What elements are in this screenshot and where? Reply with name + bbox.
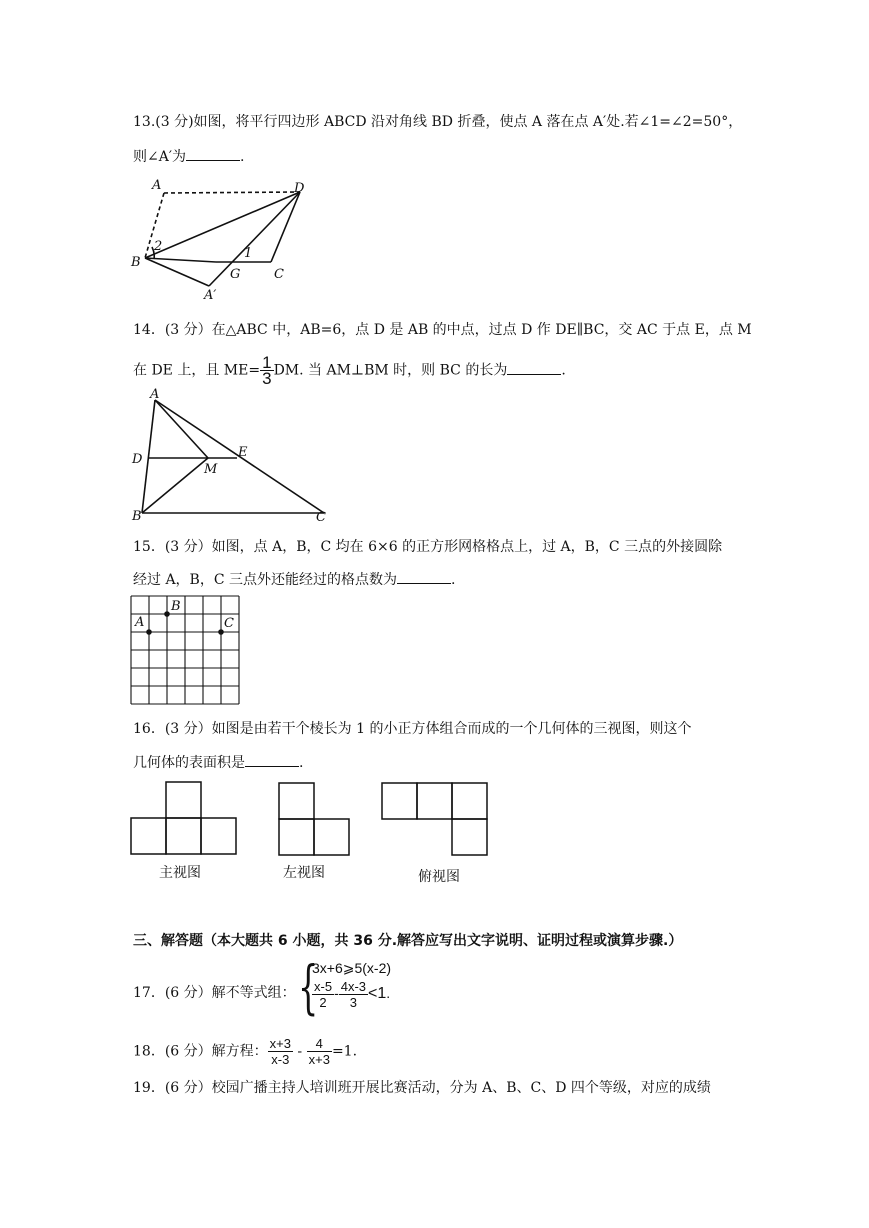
- fraction-4-over-x+3: $\frac{4}{x+3}$: [308, 1036, 330, 1067]
- point-C: [218, 629, 224, 635]
- label-B: B: [131, 255, 141, 270]
- answer-blank: [245, 752, 299, 767]
- q15-line1: 15．(3 分）如图，点 A，B，C 均在 6×6 的正方形网格格点上，过 A，B，C 三点的外接圆除: [133, 539, 723, 555]
- label-angle2: 2: [154, 239, 163, 254]
- q13-line2: 则∠A′为 .: [133, 146, 244, 167]
- fraction-x+3-over-x-3: $\frac{x+3}{x-3}$: [269, 1036, 291, 1067]
- inequality-system: [302, 960, 391, 1010]
- label-G: G: [230, 267, 241, 282]
- q17-prefix: 17．(6 分）解不等式组：: [133, 985, 296, 1001]
- caption-front-view: 主视图: [159, 865, 201, 881]
- label-D: D: [294, 181, 305, 196]
- caption-top-view: 俯视图: [418, 869, 460, 885]
- q16-line2: 几何体的表面积是 .: [133, 752, 303, 773]
- fraction-x-5-over-2: $\frac{x-5}{2}$: [314, 979, 333, 1010]
- label-B: B: [132, 509, 142, 524]
- label-C: C: [224, 616, 234, 631]
- answer-blank: [186, 146, 240, 161]
- label-A: A: [135, 615, 145, 630]
- q19-line1: 19．(6 分）校园广播主持人培训班开展比赛活动，分为 A、B、C、D 四个等级，对应的成绩: [133, 1080, 711, 1096]
- label-A: A: [150, 387, 160, 402]
- answer-blank: [507, 360, 561, 375]
- q14-line2: 在 DE 上，且 ME= $\frac{1}{3}$ DM. 当 AM⊥BM 时，则 BC 的长为 .: [133, 353, 566, 388]
- q16-three-views: [128, 780, 498, 890]
- label-C: C: [316, 510, 326, 525]
- label-A: A: [152, 178, 162, 193]
- caption-left-view: 左视图: [283, 865, 325, 881]
- label-D: D: [132, 452, 143, 467]
- q16-line1: 16．(3 分）如图是由若干个棱长为 1 的小正方体组合而成的一个几何体的三视图，则这个: [133, 721, 692, 737]
- section-3-heading: 三、解答题（本大题共 6 小题，共 36 分.解答应写出文字说明、证明过程或演算步骤.）: [133, 933, 683, 949]
- answer-blank: [397, 569, 451, 584]
- q18-line: 18．(6 分）解方程： $\frac{x+3}{x-3}$ - $\frac{4}{x+3}$ =1.: [133, 1036, 358, 1067]
- fraction-one-third: $\frac{1}{3}$: [262, 353, 272, 388]
- inequality-2: $\frac{x-5}{2}$ - $\frac{4x-3}{3}$ <1.: [314, 979, 391, 1010]
- label-B: B: [171, 599, 181, 614]
- q13-figure: [128, 175, 328, 305]
- q13-line1: 13.(3 分)如图，将平行四边形 ABCD 沿对角线 BD 折叠，使点 A 落在点 A′处.若∠1=∠2=50°，: [133, 114, 743, 130]
- point-B: [164, 611, 170, 617]
- q15-line2: 经过 A，B，C 三点外还能经过的格点数为 .: [133, 569, 455, 590]
- label-E: E: [238, 445, 248, 460]
- q14-figure: [128, 388, 338, 528]
- fraction-4x-3-over-3: $\frac{4x-3}{3}$: [340, 979, 367, 1010]
- label-M: M: [204, 462, 218, 477]
- inequality-1: 3x+6⩾5(x-2): [312, 960, 392, 976]
- label-C: C: [274, 267, 284, 282]
- label-angle1: 1: [244, 246, 253, 261]
- q14-line1: 14．(3 分）在△ABC 中，AB=6，点 D 是 AB 的中点，过点 D 作 DE∥BC，交 AC 于点 E，点 M: [133, 322, 752, 338]
- q15-grid-figure: [131, 596, 243, 708]
- system-brace: {: [298, 953, 319, 1021]
- label-A-prime: A′: [204, 288, 217, 303]
- point-A: [146, 629, 152, 635]
